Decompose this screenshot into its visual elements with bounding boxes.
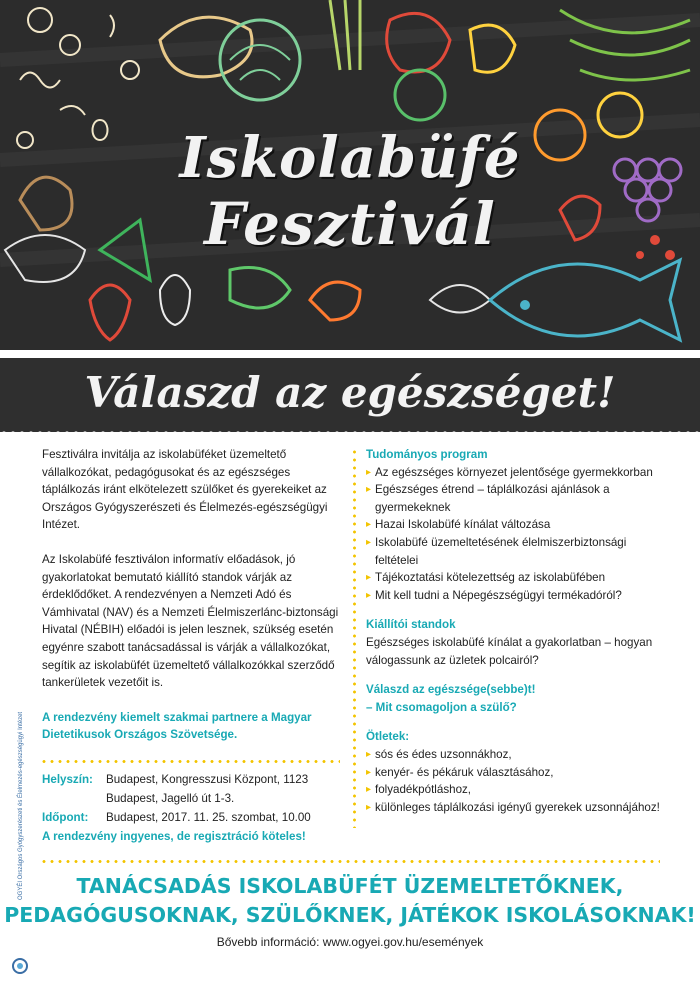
- program-item: ▸ Az egészséges környezet jelentősége gyermekkorban: [366, 464, 666, 482]
- slogan: Válaszd az egészséget!: [84, 368, 616, 417]
- logo-subtitle: Országos Gyógyszerészeti és Élelmezés-egészségügyi Intézet: [18, 711, 24, 880]
- logo-name: OGYÉI: [18, 880, 24, 900]
- advice-banner: [0, 872, 700, 930]
- place-line1: Budapest, Kongresszusi Központ, 1123: [106, 773, 309, 786]
- program-item: ▸ Hazai Iskolabüfé kínálat változása: [366, 516, 666, 534]
- choose-line2: – Mit csomagoljon a szülő?: [366, 700, 517, 714]
- stamp-edge-bottom: [0, 430, 700, 438]
- banner-line1: TANÁCSADÁS ISKOLABÜFÉT ÜZEMELTETŐKNEK,: [76, 874, 624, 898]
- ideas-heading: Ötletek:: [366, 730, 410, 744]
- dotted-divider-bottom: [40, 860, 660, 863]
- program-item: ▸ Tájékoztatási kötelezettség az iskolabüfében: [366, 569, 666, 587]
- time-label: Időpont:: [42, 811, 89, 824]
- intro-column: [42, 446, 342, 761]
- idea-item: ▸ kenyér- és pékáruk választásához,: [366, 764, 666, 782]
- program-heading: Tudományos program: [366, 448, 488, 461]
- exhibitors-heading: Kiállítói standok: [366, 618, 456, 632]
- program-column: [366, 446, 666, 816]
- idea-item: ▸ folyadékpótláshoz,: [366, 781, 666, 799]
- stamp-edge-top: [0, 350, 700, 358]
- dotted-divider-left: [40, 760, 340, 763]
- more-info-link[interactable]: Bővebb információ: www.ogyei.gov.hu/események: [216, 935, 484, 949]
- idea-item: ▸ különleges táplálkozási igényű gyerekek uzsonnájához!: [366, 799, 666, 817]
- idea-item: ▸ sós és édes uzsonnákhoz,: [366, 746, 666, 764]
- banner-line2: PEDAGÓGUSOKNAK, SZÜLŐKNEK, JÁTÉKOK ISKOLÁSOKNAK!: [4, 903, 696, 927]
- event-info: [42, 770, 352, 846]
- free-registration-note: A rendezvény ingyenes, de regisztráció köteles!: [42, 830, 306, 843]
- intro-paragraph-1: Fesztiválra invitálja az iskolabüféket üzemeltető vállalkozókat, pedagógusokat és az egészséges táplálkozás iránt elkötelezett szülőket és gyerekeiket az Országos Gyógyszerészeti és Élelmezés-egészségügyi Intézet.: [42, 448, 328, 532]
- choose-line1: Válaszd az egészsége(sebbe)t!: [366, 683, 536, 697]
- program-item: ▸ Iskolabüfé üzemeltetésének élelmiszerbiztonsági feltételei: [366, 534, 666, 569]
- time-value: Budapest, 2017. 11. 25. szombat, 10.00: [106, 811, 311, 824]
- place-label: Helyszín:: [42, 773, 93, 786]
- ideas-list: [366, 746, 666, 816]
- logo-text: [18, 712, 24, 900]
- program-item: ▸ Egészséges étrend – táplálkozási ajánlások a gyermekeknek: [366, 481, 666, 516]
- exhibitors-text: Egészséges iskolabüfé kínálat a gyakorlatban – hogyan válogassunk az üzletek polcairól?: [366, 635, 653, 667]
- festival-title-line1: Iskolabüfé: [179, 125, 521, 191]
- intro-paragraph-2: Az Iskolabüfé fesztiválon informatív előadások, jó gyakorlatokat bemutató kiállító standok várják az érdeklődőket. A rendezvényen a Nemzeti Adó és Vámhivatal (NAV) és a Nemzeti Élelmiszerlánc-biztonsági Hivatal (NÉBIH) előadói is jelen lesznek, szükség esetén egyénre szabott tanácsadással is várják a vállalkozókat, segítik az iskolabüfét üzemeltető vállalkozókkal szerződő tankerületek vezetőit is.: [42, 552, 339, 690]
- hero-illustration: [0, 0, 700, 350]
- program-list: [366, 464, 666, 605]
- partner-note: A rendezvény kiemelt szakmai partnere a Magyar Dietetikusok Országos Szövetsége.: [42, 710, 312, 742]
- festival-title-line2: Fesztivál: [204, 190, 496, 258]
- place-line2: Budapest, Jagelló út 1-3.: [106, 792, 235, 805]
- dotted-divider-vertical: [353, 448, 356, 828]
- program-item: ▸ Mit kell tudni a Népegészségügyi termékadóról?: [366, 587, 666, 605]
